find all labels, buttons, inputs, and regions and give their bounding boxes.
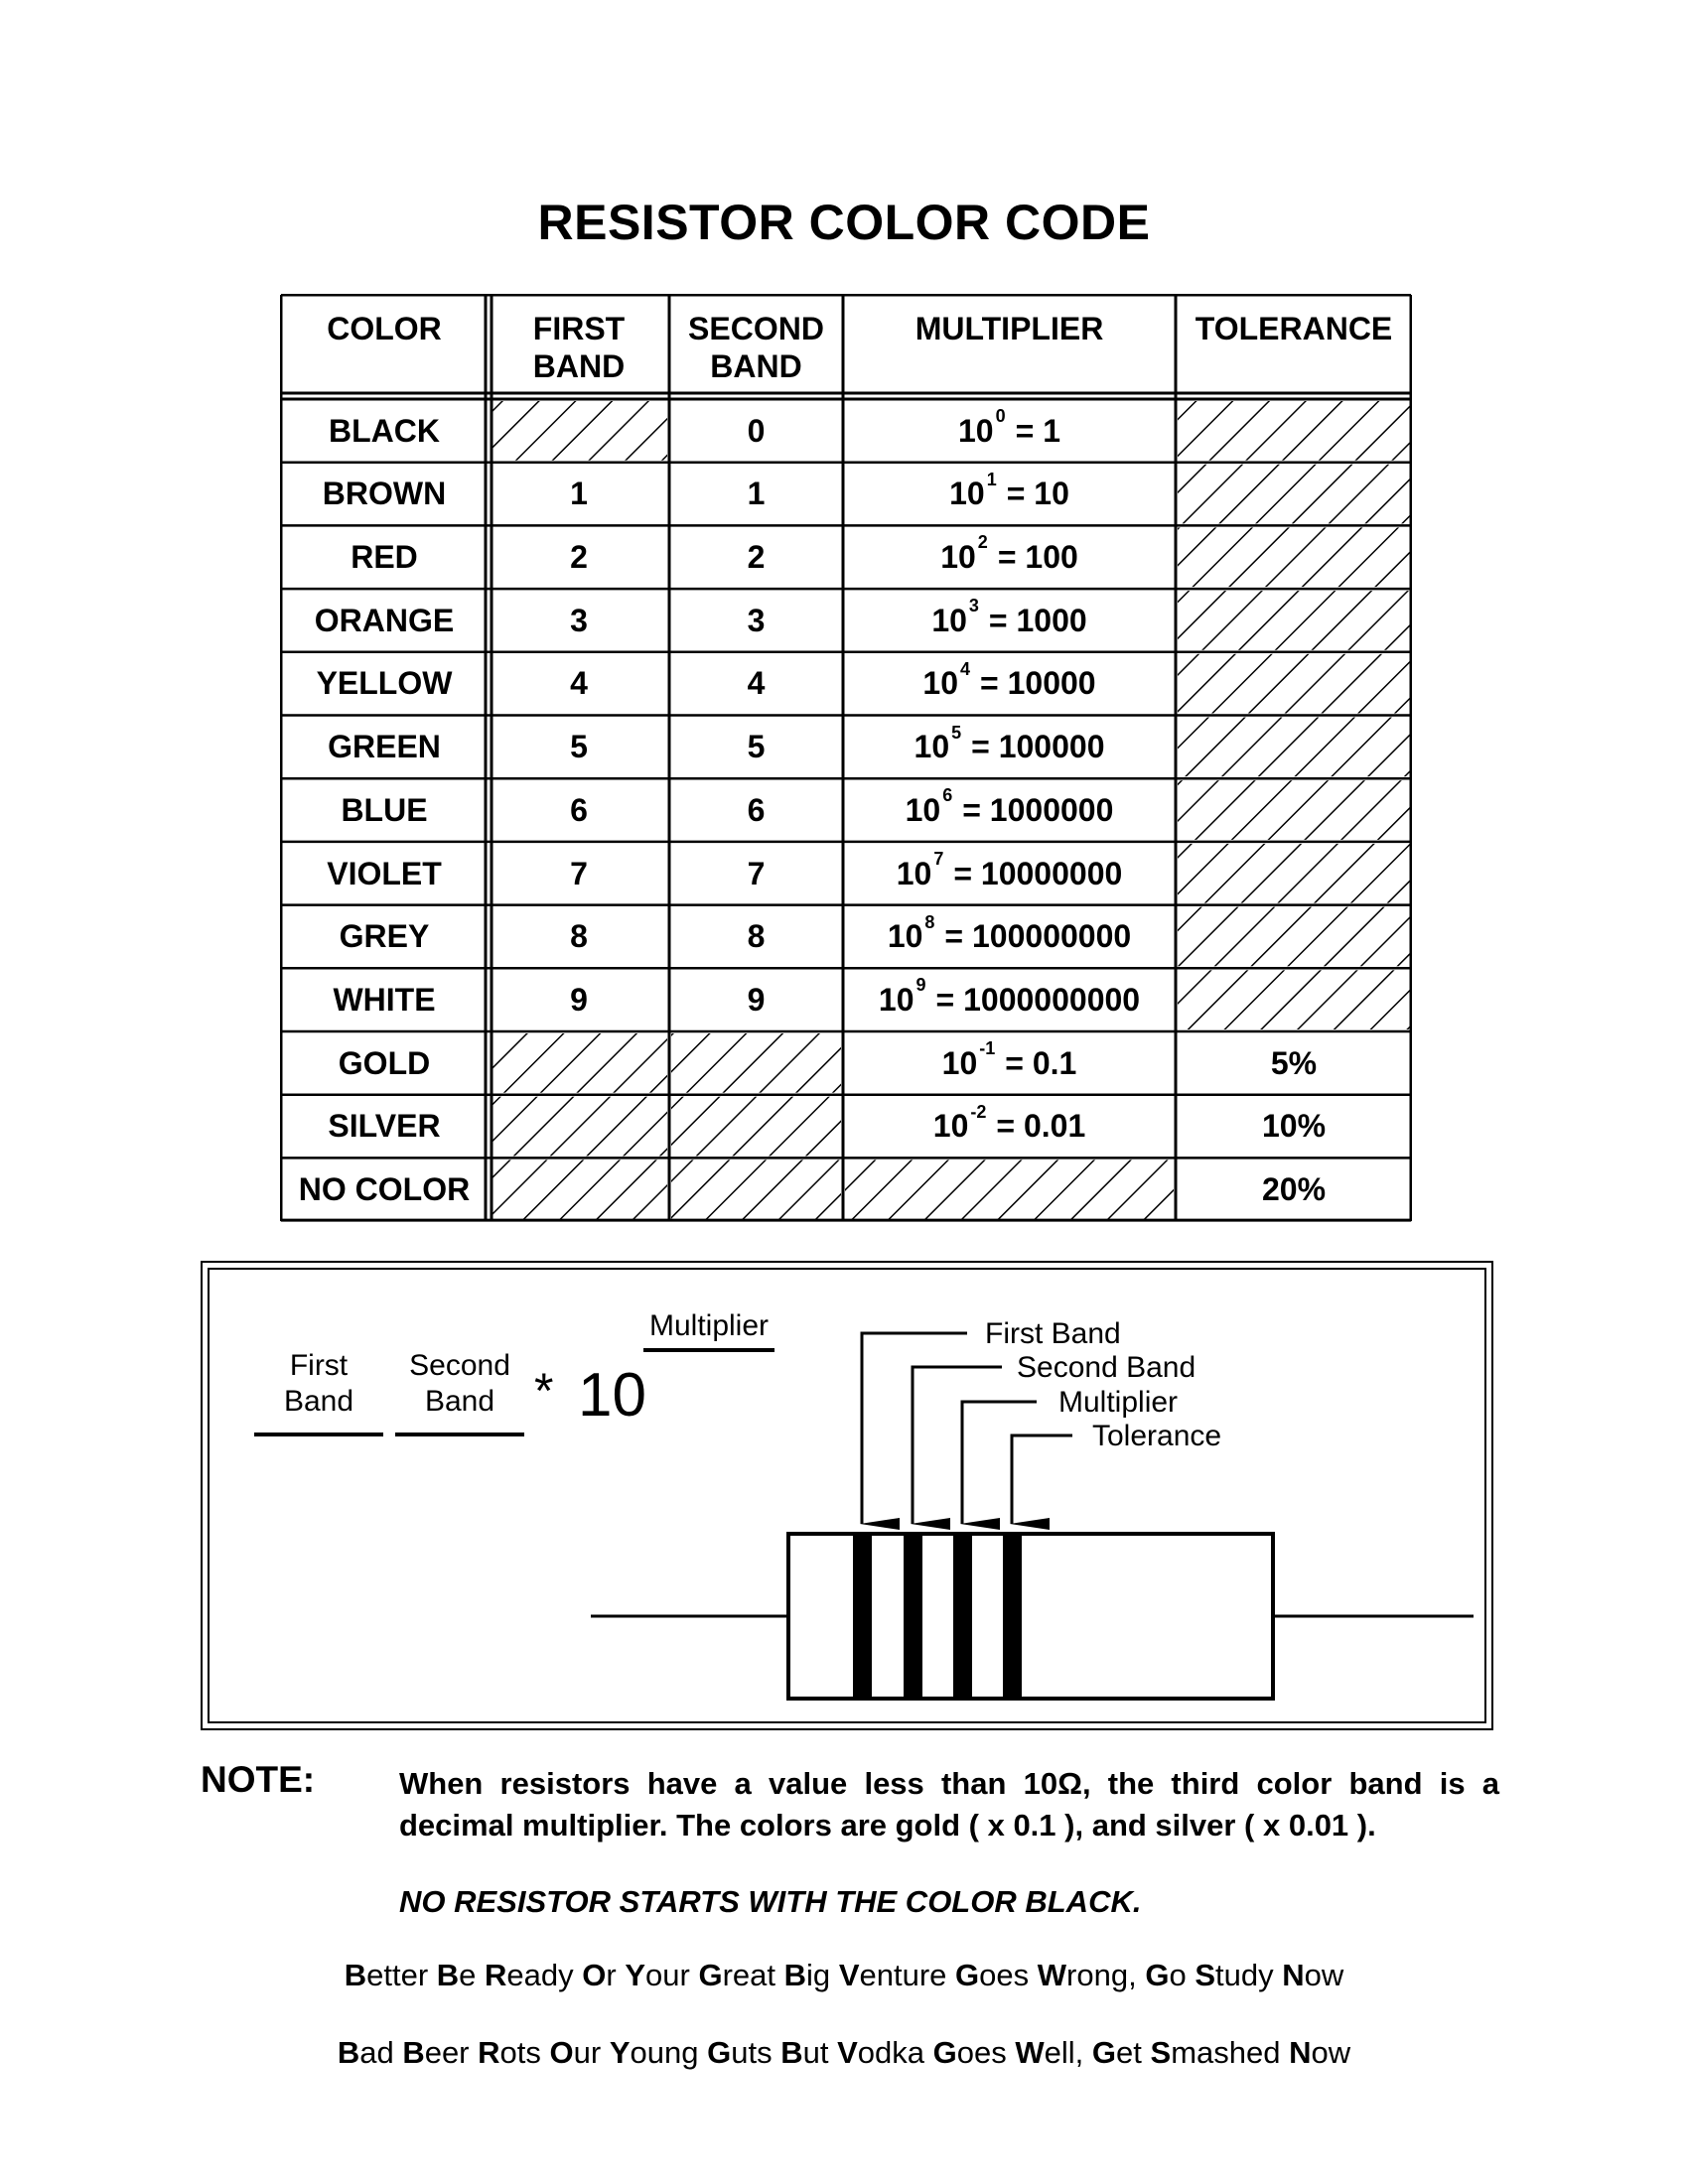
multiplier-result: = 100	[997, 539, 1078, 576]
hatched-cell	[1178, 465, 1410, 524]
multiplier-value	[843, 1031, 1176, 1095]
multiplier-result: = 1000000000	[935, 981, 1141, 1018]
formula-second-band-label: Second Band	[409, 1349, 510, 1418]
multiplier-value	[843, 842, 1176, 905]
hatched-cell	[1178, 654, 1410, 714]
callout-second-band: Second Band	[1017, 1351, 1196, 1384]
hatched-cell	[671, 1160, 841, 1219]
second-band-value: 6	[747, 791, 766, 828]
color-name: BLUE	[341, 791, 428, 828]
multiplier-exponent: 7	[933, 848, 944, 869]
tolerance-value: 10%	[1261, 1108, 1327, 1145]
formula-base: 10	[578, 1361, 646, 1430]
multiplier-value	[843, 589, 1176, 652]
multiplier-exponent: 2	[977, 532, 988, 553]
second-band-value: 2	[747, 539, 766, 576]
first-band-value: 1	[570, 476, 588, 512]
hatched-cell	[1178, 718, 1410, 777]
multiplier-base: 10	[905, 791, 941, 828]
color-code-table	[280, 294, 1412, 1222]
first-band-value: 6	[570, 791, 588, 828]
hatched-cell	[1178, 780, 1410, 840]
multiplier-exponent: 0	[995, 406, 1006, 427]
multiplier-value	[843, 463, 1176, 526]
first-band-value: 2	[570, 539, 588, 576]
color-name: GREY	[339, 918, 430, 955]
note-text: When resistors have a value less than 10Ω, the third color band is a decimal multiplier. The colors are gold ( x 0.1 ), and silver ( x 0.01 ).	[399, 1766, 1499, 1843]
second-band-value: 1	[747, 476, 766, 512]
hatched-cell	[1178, 907, 1410, 967]
hatched-cell	[491, 1033, 667, 1093]
multiplier-result: = 10	[1006, 476, 1069, 512]
header-multiplier: MULTIPLIER	[914, 311, 1104, 346]
callout-first-band: First Band	[985, 1317, 1121, 1350]
tolerance-value: 20%	[1261, 1171, 1327, 1208]
tolerance-stripe	[1003, 1534, 1022, 1699]
multiplier-exponent: 8	[924, 911, 935, 932]
first-band-stripe	[853, 1534, 872, 1699]
multiplier-exponent: -1	[979, 1038, 996, 1059]
note-heading: NOTE:	[201, 1759, 316, 1800]
multiplier-result: = 10000000	[953, 855, 1123, 891]
multiplier-value	[843, 716, 1176, 779]
mnemonic-1: Better Be Ready Or Your Great Big Venture Goes Wrong, Go Study Now	[344, 1958, 1344, 1992]
color-name: VIOLET	[327, 855, 442, 891]
tolerance-value: 5%	[1270, 1044, 1318, 1081]
first-band-value: 3	[570, 602, 588, 638]
callout-multiplier: Multiplier	[1058, 1386, 1179, 1419]
hatched-cell	[1178, 527, 1410, 587]
multiplier-arrow	[962, 1402, 1037, 1524]
color-name: GREEN	[328, 729, 441, 765]
multiplier-base: 10	[914, 729, 950, 765]
multiplier-base: 10	[932, 1108, 969, 1145]
hatched-cell	[1178, 970, 1410, 1029]
hatched-cell	[491, 1160, 667, 1219]
multiplier-result: = 10000	[980, 665, 1096, 702]
multiplier-result: = 1	[1015, 412, 1060, 449]
multiplier-base: 10	[949, 476, 985, 512]
multiplier-value	[843, 905, 1176, 969]
multiplier-base: 10	[931, 602, 967, 638]
second-band-arrow	[913, 1367, 1002, 1524]
hatched-cell	[491, 1097, 667, 1157]
multiplier-stripe	[953, 1534, 972, 1699]
second-band-value: 3	[747, 602, 766, 638]
color-name: RED	[351, 539, 418, 576]
multiplier-value	[843, 525, 1176, 589]
color-name: YELLOW	[316, 665, 453, 702]
multiplier-base: 10	[896, 855, 932, 891]
multiplier-base: 10	[941, 1044, 978, 1081]
multiplier-base: 10	[887, 918, 923, 955]
hatched-cell	[491, 401, 667, 461]
hatched-cell	[1178, 591, 1410, 650]
first-band-arrow	[862, 1333, 967, 1524]
first-band-value: 9	[570, 981, 588, 1018]
multiplier-value	[843, 1095, 1176, 1159]
first-band-value: 7	[570, 855, 588, 891]
multiplier-base: 10	[958, 412, 994, 449]
second-band-value: 4	[747, 665, 766, 702]
multiplier-exponent: 9	[915, 975, 926, 996]
page-title: RESISTOR COLOR CODE	[537, 195, 1151, 250]
first-band-value: 8	[570, 918, 588, 955]
color-name: BROWN	[322, 476, 447, 512]
color-name: BLACK	[329, 412, 440, 449]
multiplier-exponent: 3	[968, 596, 979, 616]
second-band-value: 0	[747, 412, 766, 449]
color-name: SILVER	[328, 1108, 441, 1145]
multiplier-result: = 1000000	[962, 791, 1114, 828]
callout-tolerance: Tolerance	[1092, 1420, 1222, 1452]
resistor-drawing	[201, 1261, 1493, 1730]
mnemonic-2: Bad Beer Rots Our Young Guts But Vodka Goes Well, Get Smashed Now	[337, 2035, 1351, 2070]
header-first-band: FIRST BAND	[532, 311, 626, 385]
second-band-value: 8	[747, 918, 766, 955]
multiplier-base: 10	[940, 539, 976, 576]
hatched-cell	[845, 1160, 1174, 1219]
second-band-value: 9	[747, 981, 766, 1018]
multiply-sign: *	[534, 1363, 554, 1419]
color-name: WHITE	[333, 981, 436, 1018]
multiplier-value	[843, 968, 1176, 1031]
multiplier-base: 10	[878, 981, 914, 1018]
second-band-value: 7	[747, 855, 766, 891]
first-band-value: 4	[570, 665, 588, 702]
color-name: ORANGE	[314, 602, 455, 638]
second-band-stripe	[904, 1534, 922, 1699]
header-tolerance: TOLERANCE	[1195, 311, 1393, 346]
multiplier-value	[843, 399, 1176, 463]
multiplier-result: = 1000	[988, 602, 1087, 638]
hatched-cell	[671, 1097, 841, 1157]
color-name: NO COLOR	[298, 1171, 471, 1208]
multiplier-exponent: -2	[970, 1101, 987, 1122]
first-band-value: 5	[570, 729, 588, 765]
hatched-cell	[671, 1033, 841, 1093]
multiplier-base: 10	[922, 665, 958, 702]
color-name: GOLD	[338, 1044, 431, 1081]
header-color: COLOR	[327, 311, 442, 346]
multiplier-exponent: 5	[951, 722, 962, 743]
tolerance-arrow	[1012, 1435, 1072, 1524]
header-second-band: SECOND BAND	[688, 311, 824, 385]
resistor-diagram	[201, 1261, 1493, 1730]
hatched-cell	[1178, 844, 1410, 903]
second-band-value: 5	[747, 729, 766, 765]
multiplier-value	[843, 778, 1176, 842]
multiplier-result: = 0.01	[996, 1108, 1086, 1145]
multiplier-result: = 0.1	[1005, 1044, 1077, 1081]
multiplier-exponent: 6	[942, 785, 953, 806]
multiplier-exponent: 1	[986, 469, 997, 489]
hatched-cell	[1178, 401, 1410, 461]
formula-first-band-label: First Band	[283, 1349, 354, 1418]
multiplier-exponent: 4	[960, 658, 971, 679]
multiplier-result: = 100000000	[944, 918, 1132, 955]
multiplier-value	[843, 652, 1176, 716]
multiplier-result: = 100000	[971, 729, 1105, 765]
note-emphasis: NO RESISTOR STARTS WITH THE COLOR BLACK.	[399, 1884, 1142, 1919]
formula-multiplier-label: Multiplier	[648, 1309, 770, 1342]
